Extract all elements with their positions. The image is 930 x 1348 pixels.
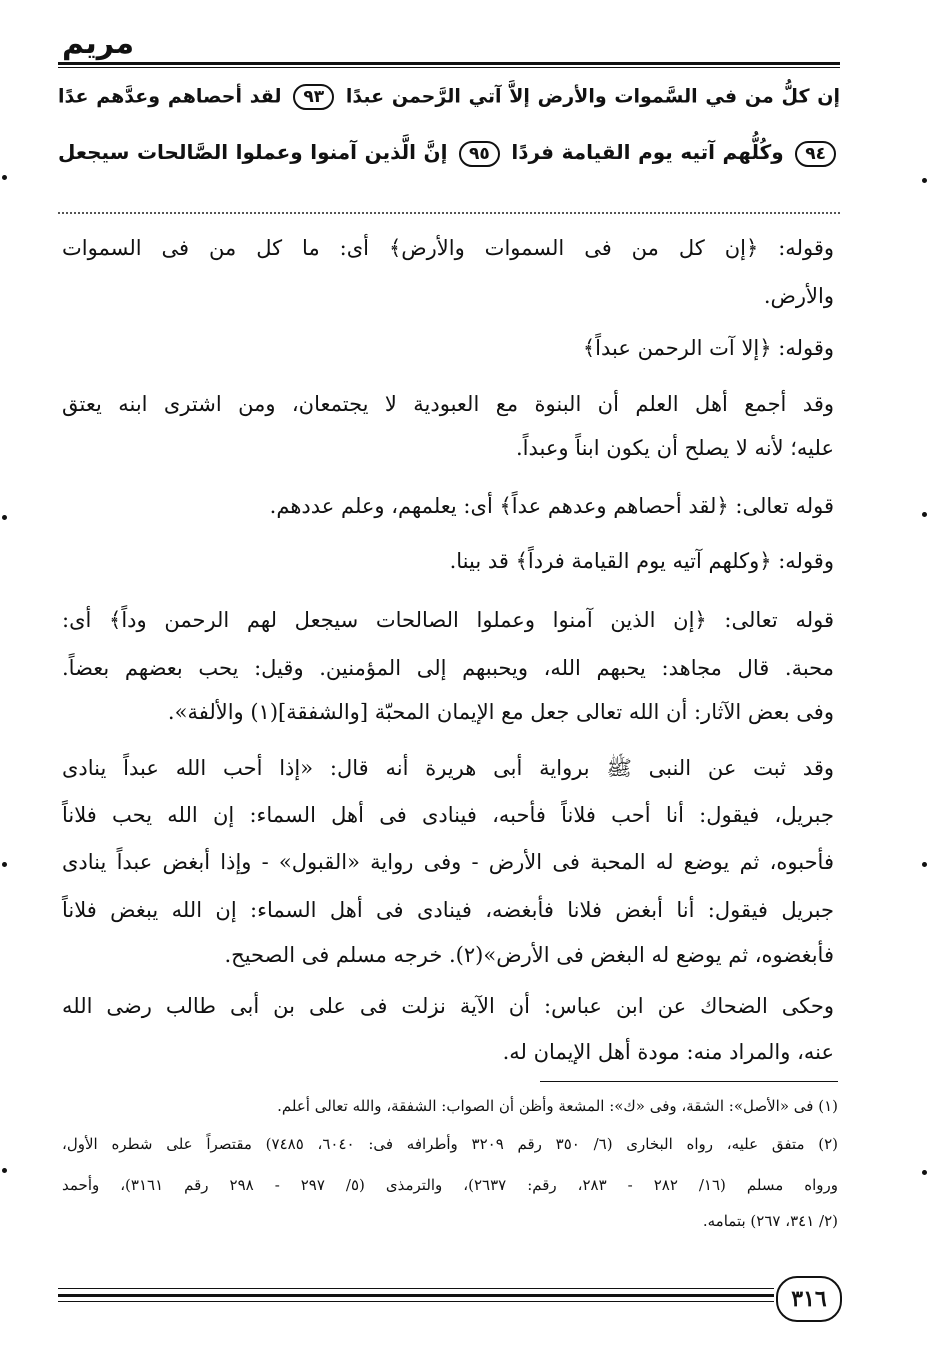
verse-text: إن كلُّ من في السَّموات والأرض إلاَّ آتي الرَّحمن عبدًا (345, 85, 840, 108)
scan-mark (2, 1168, 7, 1173)
footnote-line: ورواه مسلم (١٦/ ٢٨٢ - ٢٨٣، رقم: ٢٦٣٧)، والترمذى (٥/ ٢٩٧ - ٢٩٨ رقم ٣١٦١)، وأحمد (62, 1176, 838, 1194)
scan-mark (922, 178, 927, 183)
body-line: محبة. قال مجاهد: يحبهم الله، ويحببهم إلى المؤمنين. وقيل: يحب بعضهم بعضاً. (62, 656, 834, 680)
body-line: جبريل فيقول: أنا أبغض فلانا فأبغضه، فينادى فى أهل السماء: إن الله يبغض فلاناً (62, 898, 834, 922)
page-number: ٣١٦ (776, 1276, 842, 1322)
scan-mark (922, 1170, 927, 1175)
header-rule-bottom (58, 67, 840, 68)
body-line: وقوله: ﴿إن كل من فى السموات والأرض﴾ أى: ما كل من فى السموات (62, 236, 834, 260)
ayah-number-marker: ٩٤ (795, 141, 836, 167)
body-line: وقوله: ﴿وكلهم آتيه يوم القيامة فرداً﴾ قد بينا. (449, 549, 834, 573)
body-line: وقوله: ﴿إلا آت الرحمن عبداً﴾ (582, 336, 834, 360)
footnote-line: (١) فى «الأصل»: الشقة، وفى «ك»: المشعة وأظن أن الصواب: الشفقة، والله تعالى أعلم. (277, 1097, 838, 1115)
body-line: قوله تعالى: ﴿لقد أحصاهم وعدهم عداً﴾ أى: يعلمهم، وعلم عددهم. (269, 494, 834, 518)
header-rule-top (58, 62, 840, 65)
verse-separator (58, 212, 840, 214)
surah-title: مريم (62, 26, 135, 61)
scan-mark (922, 512, 927, 517)
body-line: وقد أجمع أهل العلم أن البنوة مع العبودية لا يجتمعان، ومن اشترى ابنه يعتق (62, 392, 834, 416)
scan-mark (2, 175, 7, 180)
body-line: عنه، والمراد منه: مودة أهل الإيمان له. (502, 1040, 834, 1064)
body-line: فأحبوه، ثم يوضع له المحبة فى الأرض - وفى رواية «القبول» - وإذا أبغض عبداً ينادى (62, 850, 834, 874)
scan-mark (2, 862, 7, 867)
scan-mark (922, 862, 927, 867)
body-line: وقد ثبت عن النبى ﷺ برواية أبى هريرة أنه قال: «إذا أحب الله عبداً ينادى (62, 756, 834, 780)
footer-rule-top (58, 1288, 774, 1289)
body-line: عليه؛ لأنه لا يصلح أن يكون ابناً وعبداً. (515, 436, 834, 460)
verse-text: وكُلُّهم آتيه يوم القيامة فردًا (511, 140, 784, 164)
footnote-line: (٢/ ٣٤١، ٢٦٧) بتمامه. (702, 1212, 838, 1230)
verse-line-1 (58, 84, 840, 110)
footer-rule-middle (58, 1294, 774, 1297)
body-line: فأبغضوه، ثم يوضع له البغض فى الأرض»(٢). خرجه مسلم فى الصحيح. (224, 943, 834, 967)
body-line: وحكى الضحاك عن ابن عباس: أن الآية نزلت فى على بن أبى طالب رضى الله (62, 994, 834, 1018)
body-line: قوله تعالى: ﴿إن الذين آمنوا وعملوا الصالحات سيجعل لهم الرحمن وداً﴾ أى: (62, 608, 834, 632)
ayah-number-marker: ٩٥ (459, 141, 500, 167)
body-line: وفى بعض الآثار: أن الله تعالى جعل مع الإيمان المحبّة [والشفقة](١) والألفة». (167, 700, 834, 724)
body-line: والأرض. (763, 284, 834, 308)
verse-text: إنَّ الَّذين آمنوا وعملوا الصَّالحات سيجعل (58, 140, 448, 164)
footnote-line: (٢) متفق عليه، رواه البخارى (٦/ ٣٥٠ رقم ٣٢٠٩ وأطرافه فى: ٦٠٤٠، ٧٤٨٥) مقتصراً على شطره الأول، (62, 1135, 838, 1153)
verse-text: لقد أحصاهم وعدَّهم عدًا (58, 85, 282, 108)
scan-mark (2, 515, 7, 520)
footnote-separator (540, 1081, 838, 1082)
verse-line-2 (58, 140, 840, 167)
body-line: جبريل، فيقول: أنا أحب فلاناً فأحبه، فينادى فى أهل السماء: إن الله يحب فلاناً (62, 803, 834, 827)
ayah-number-marker: ٩٣ (293, 84, 334, 110)
footer-rule-bottom (58, 1301, 774, 1302)
